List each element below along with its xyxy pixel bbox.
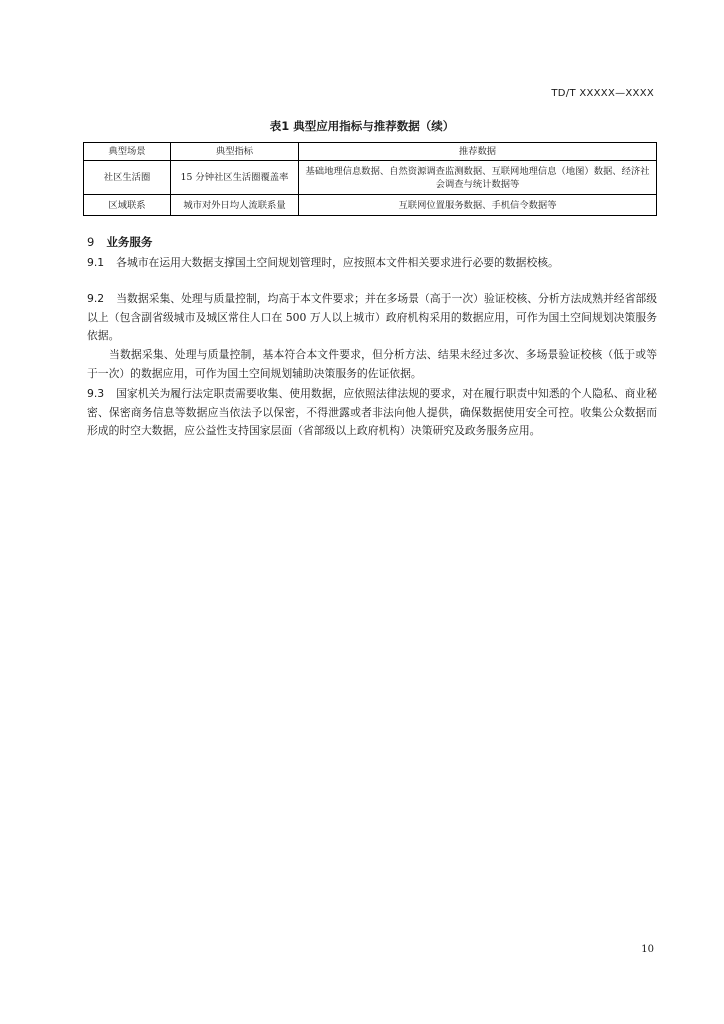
- table-row: [84, 195, 657, 216]
- clause-text: 国家机关为履行法定职责需要收集、使用数据，应依照法律法规的要求，对在履行职责中知悉的个人隐私、商业秘密、保密商务信息等数据应当依法予以保密，不得泄露或者非法向他人提供，确保数据使用安全可控。收集公众数据而形成的时空大数据，应公益性支持国家层面（省部级以上政府机构）决策研究及政务服务应用。: [87, 387, 657, 437]
- table-row: [84, 161, 657, 195]
- table-caption: 表1 典型应用指标与推荐数据（续）: [269, 119, 455, 133]
- clause-text: 各城市在运用大数据支撑国土空间规划管理时，应按照本文件相关要求进行必要的数据校核。: [116, 256, 559, 269]
- table-header-row: [84, 143, 657, 161]
- section-heading: [87, 234, 152, 250]
- clause-9-3: [87, 385, 657, 441]
- column-header: 推荐数据: [299, 143, 657, 161]
- table-cell: 基础地理信息数据、自然资源调查监测数据、互联网地理信息（地图）数据、经济社会调查与统计数据等: [299, 161, 657, 195]
- clause-number: 9.3: [87, 387, 105, 400]
- page-number: 10: [641, 944, 654, 955]
- table-cell: 城市对外日均人流联系量: [171, 195, 299, 216]
- section-title-text: 业务服务: [106, 235, 153, 249]
- indicator-table: [83, 142, 657, 216]
- clause-number: 9.1: [87, 256, 105, 269]
- clause-9-1: [87, 254, 657, 273]
- clause-text: 当数据采集、处理与质量控制，基本符合本文件要求，但分析方法、结果未经过多次、多场景验证校核（低于或等于一次）的数据应用，可作为国土空间规划辅助决策服务的佐证依据。: [87, 348, 657, 380]
- section-number: 9: [87, 235, 95, 249]
- clause-number: 9.2: [87, 292, 105, 305]
- column-header: 典型指标: [171, 143, 299, 161]
- table-cell: 15 分钟社区生活圈覆盖率: [171, 161, 299, 195]
- table-cell: 区域联系: [84, 195, 171, 216]
- clause-9-2-continued: [87, 346, 657, 383]
- clause-9-2: [87, 290, 657, 346]
- column-header: 典型场景: [84, 143, 171, 161]
- table-cell: 社区生活圈: [84, 161, 171, 195]
- document-code: TD/T XXXXX—XXXX: [551, 88, 654, 99]
- table-cell: 互联网位置服务数据、手机信令数据等: [299, 195, 657, 216]
- clause-text: 当数据采集、处理与质量控制，均高于本文件要求；并在多场景（高于一次）验证校核、分析方法成熟并经省部级以上（包含副省级城市及城区常住人口在 500 万人以上城市）政府机构采用的数据应用，可作为国土空间规划决策服务依据。: [87, 292, 657, 342]
